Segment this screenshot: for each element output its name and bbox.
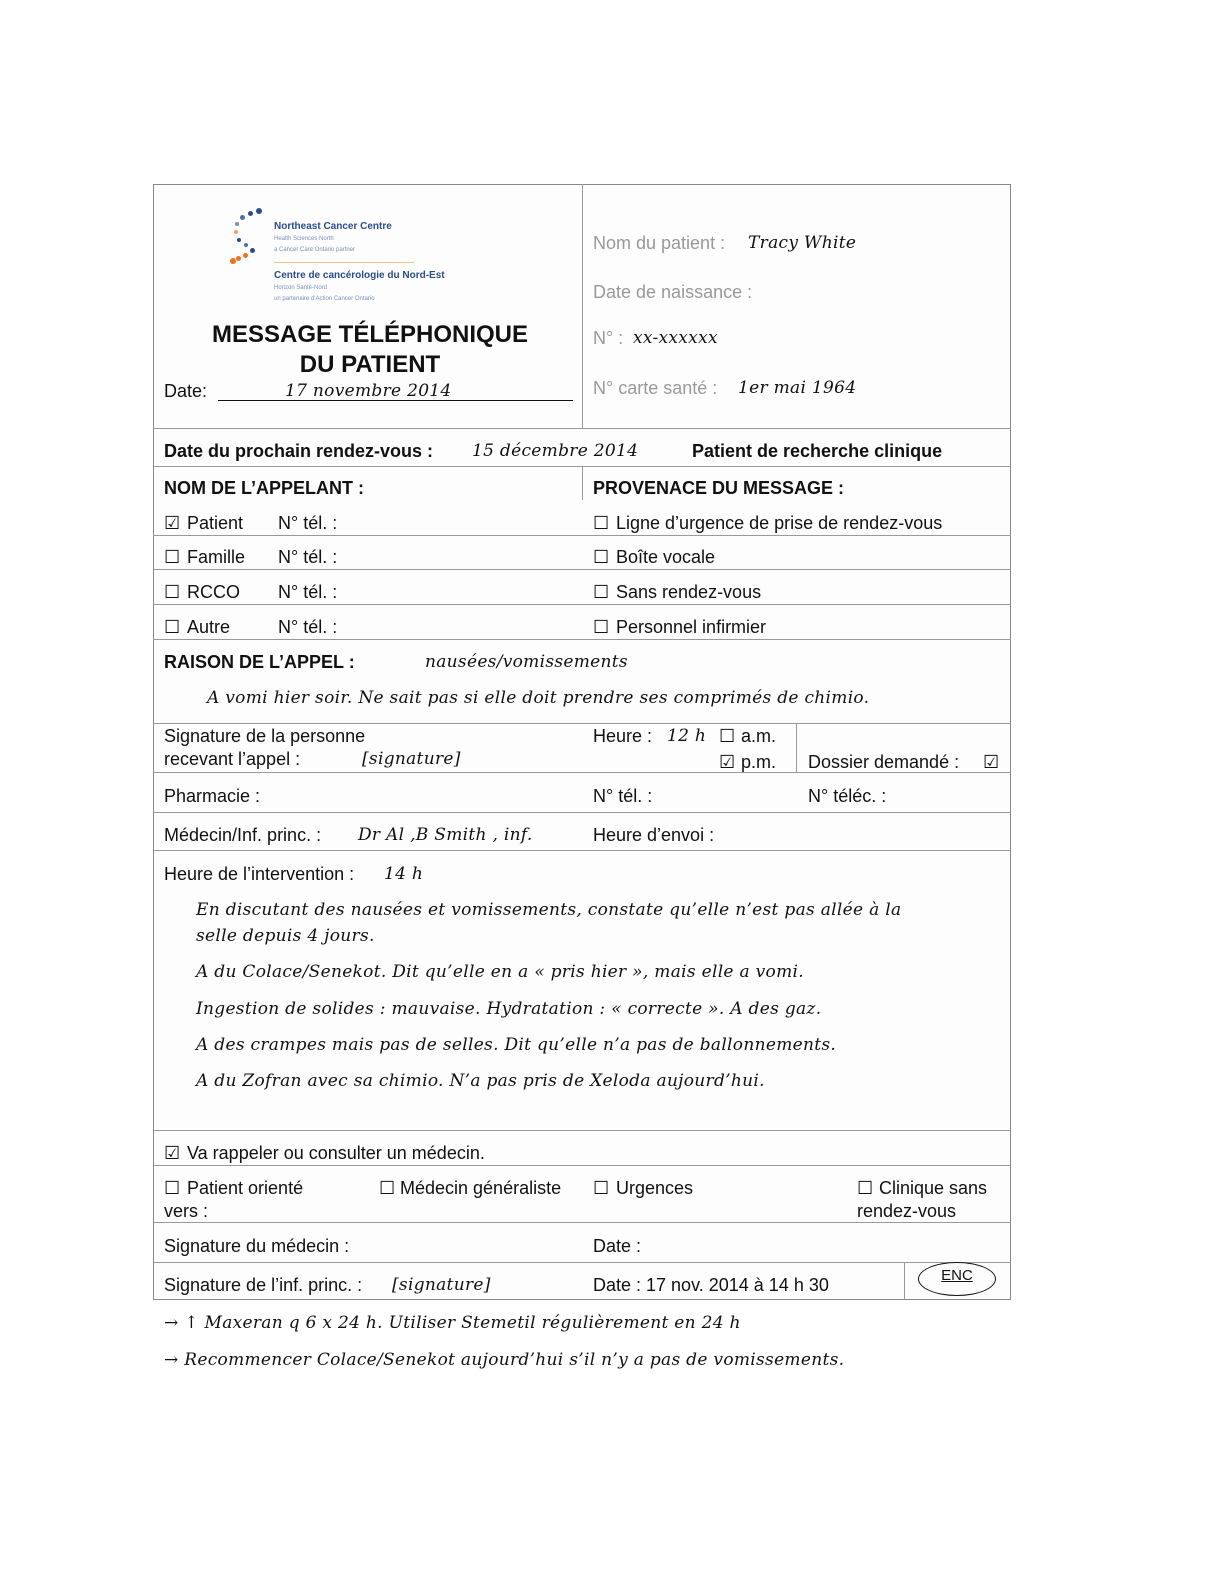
form-title: MESSAGE TÉLÉPHONIQUE DU PATIENT [211,321,529,378]
clinical-research-label: Patient de recherche clinique [692,441,943,461]
order-line: → Recommencer Colace/Senekot aujourd’hui s’il n’y a pas de vomissements. [164,1350,845,1370]
gp-label: Médecin généraliste [400,1178,562,1198]
md-date-label: Date : [593,1236,642,1256]
next-appt-label: Date du prochain rendez-vous : [164,441,434,461]
time-label: Heure : [593,726,653,746]
source-heading: PROVENACE DU MESSAGE : [593,478,845,498]
file-requested-label: Dossier demandé : [808,752,960,772]
next-appt-value[interactable]: 15 décembre 2014 [472,441,639,461]
oriented-checkbox[interactable]: ☐ [164,1178,181,1198]
gp-checkbox[interactable]: ☐ [379,1178,396,1198]
receiver-label: Signature de la personne [164,726,366,746]
receiver-label: recevant l’appel : [164,749,301,769]
patient-number-label: N° : [593,328,624,348]
date-label: Date: [164,381,208,401]
reason-detail[interactable]: A vomi hier soir. Ne sait pas si elle doit prendre ses comprimés de chimio. [207,688,870,708]
file-requested-checkbox[interactable]: ☑ [983,752,1000,772]
intervention-time[interactable]: 14 h [384,864,424,884]
intervention-note[interactable]: A du Colace/Senekot. Dit qu’elle en a « pris hier », mais elle a vomi. [196,962,804,982]
patient-name-value[interactable]: Tracy White [748,233,857,253]
document-page: Northeast Cancer Centre Health Sciences North a Cancer Care Ontario partner Centre de cancérologie du Nord-Est Horizon Santé-Nord un partenaire d'Action Cancer Ontario MESSAGE TÉLÉPHONIQUE DU PATIENT Date: 17 novembre 2014 Nom du patient : Tracy White Date de naissance : N° : xx-xxxxxx N° carte santé : 1er mai 1964 Date du prochain rendez-vous : 15 décembre 2014 Patient de recherche clinique NOM DE L’APPELANT : PROVENACE DU MESSAGE : ☑ Patient N° tél. : ☐ Famille N° tél. : ☐ RCCO N° tél. : ☐ Autre N° tél. : ☐ Ligne d’urgence de prise de rendez-vous ☐ Boîte vocale ☐ Sans rendez-vous ☐ Personnel infirmier RAISON DE L’APPEL : nausées/vomissements A vomi hier soir. Ne sait pas si elle doit prendre ses comprimés de chimio. Signature de la personne recevant l’appel : [signature] Heure : 12 h ☐ a.m. ☑ p.m. Dossier demandé : ☑ Pharmacie : N° tél. : N° téléc. : Médecin/Inf. princ. : Dr Al ,B Smith , inf. Heure d’envoi : Heure de l’intervention : 14 h En discutant des nausées et vomissements, constate qu’elle n’est pas allée à la selle depuis 4 jours. A du Colace/Senekot. Dit qu’elle en a « pris hier », mais elle a vomi. Ingestion de solides : mauvaise. Hydratation : « correcte ». A des gaz. A des crampes mais pas de selles. Dit qu’elle n’a pas de ballonnements. A du Zofran avec sa chimio. N’a pas pris de Xeloda aujourd’hui. ☑ Va rappeler ou consulter un médecin. ☐ Patient orienté vers : ☐ Médecin généraliste ☐ Urgences ☐ Clinique sans rendez-vous Signature du médecin : Date : Signature de l’inf. princ. : [signature] Date : 17 nov. 2014 à 14 h 30 ENC → ↑ Maxeran q 6 x 24 h. Utiliser Stemetil régulièrement en 24 h → Recommencer Colace/Senekot aujourd’hui s’il n’y a pas de vomissements. [0,0,1224,1584]
callback-checkbox[interactable]: ☑ [164,1143,181,1163]
walkin-label: Clinique sans [879,1178,988,1198]
divider [904,1262,905,1300]
time-value[interactable]: 12 h [667,726,707,746]
patient-number-value[interactable]: xx-xxxxxx [633,328,718,348]
intervention-note[interactable]: A des crampes mais pas de selles. Dit qu’elle n’a pas de ballonnements. [196,1035,837,1055]
walkin-label: rendez-vous [857,1201,957,1221]
send-time-label: Heure d’envoi : [593,825,715,845]
nurse-signature[interactable]: [signature] [392,1275,491,1295]
intervention-note[interactable]: selle depuis 4 jours. [196,926,375,946]
nurse-signature-label: Signature de l’inf. princ. : [164,1275,363,1295]
pm-label: p.m. [741,752,777,772]
am-label: a.m. [741,726,777,746]
callback-label: Va rappeler ou consulter un médecin. [187,1143,485,1163]
order-line: → ↑ Maxeran q 6 x 24 h. Utiliser Stemetil régulièrement en 24 h [164,1313,741,1333]
enc-stamp: ENC [918,1262,996,1296]
oriented-label: vers : [164,1201,209,1221]
caller-heading: NOM DE L’APPELANT : [164,478,365,498]
pharmacy-fax-label: N° téléc. : [808,786,887,806]
health-card-label: N° carte santé : [593,378,718,398]
dob-label: Date de naissance : [593,282,753,302]
pharmacy-tel-label: N° tél. : [593,786,653,806]
reason-value[interactable]: nausées/vomissements [425,652,628,672]
pm-checkbox[interactable]: ☑ [719,752,736,772]
patient-name-label: Nom du patient : [593,233,726,253]
walkin-checkbox[interactable]: ☐ [857,1178,874,1198]
divider [582,184,583,428]
emergency-label: Urgences [616,1178,694,1198]
reason-label: RAISON DE L’APPEL : [164,652,355,672]
pharmacy-label: Pharmacie : [164,786,261,806]
divider [796,723,797,772]
am-checkbox[interactable]: ☐ [719,726,736,746]
intervention-note[interactable]: En discutant des nausées et vomissements, constate qu’elle n’est pas allée à la [196,900,902,920]
intervention-note[interactable]: A du Zofran avec sa chimio. N’a pas pris de Xeloda aujourd’hui. [196,1071,765,1091]
md-signature-label: Signature du médecin : [164,1236,350,1256]
receiver-signature[interactable]: [signature] [362,749,461,769]
physician-value[interactable]: Dr Al ,B Smith , inf. [358,825,533,845]
physician-label: Médecin/Inf. princ. : [164,825,322,845]
date-value[interactable]: 17 novembre 2014 [285,381,452,401]
intervention-note[interactable]: Ingestion de solides : mauvaise. Hydratation : « correcte ». A des gaz. [196,999,822,1019]
divider [582,466,583,500]
oriented-label: Patient orienté [187,1178,304,1198]
emergency-checkbox[interactable]: ☐ [593,1178,610,1198]
nurse-date: Date : 17 nov. 2014 à 14 h 30 [593,1275,829,1295]
health-card-value[interactable]: 1er mai 1964 [738,378,857,398]
intervention-label: Heure de l’intervention : [164,864,355,884]
